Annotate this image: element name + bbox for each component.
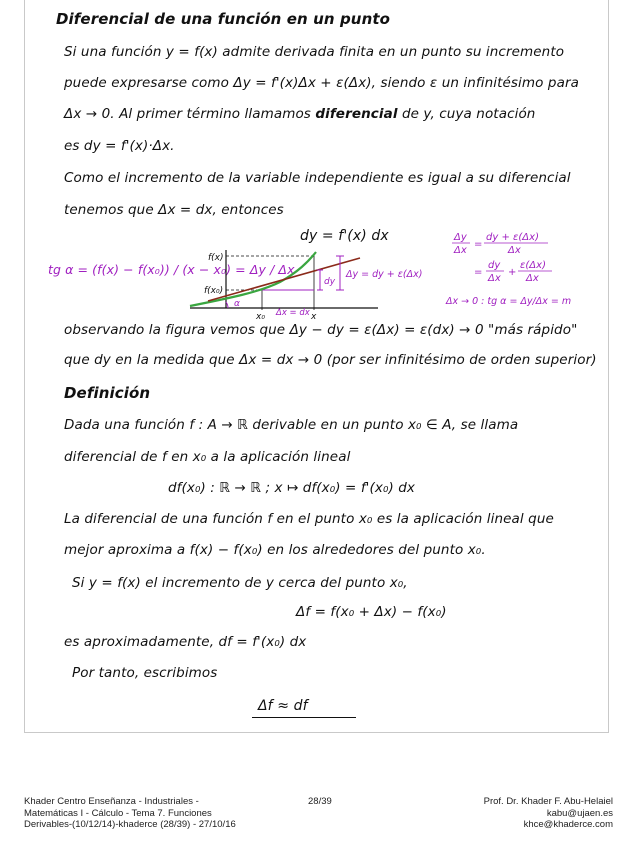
text-line: La diferencial de una función f en el punto x₀ es la aplicación lineal que [64, 511, 554, 527]
frac-den: Δx [526, 273, 539, 284]
text-line: mejor aproxima a f(x) − f(x₀) en los alrededores del punto x₀. [64, 542, 486, 558]
tangent-line [208, 258, 360, 301]
footer-email-link[interactable]: khce@khaderce.com [523, 819, 613, 830]
svg-text:+: + [508, 267, 517, 278]
footer-line: Prof. Dr. Khader F. Abu-Helaiel [483, 796, 613, 807]
footer-email-link[interactable]: kabu@ujaen.es [546, 807, 613, 819]
text-segment: de y, cuya notación [401, 106, 536, 122]
formula-tg-alpha: tg α = (f(x) − f(x₀)) / (x − x₀) = Δy / Δx [48, 262, 295, 277]
frac-den: Δx [454, 245, 467, 256]
text-line: diferencial de f en x₀ a la aplicación lineal [64, 449, 351, 465]
frac-den: Δx [488, 273, 501, 284]
differential-graph [180, 248, 440, 326]
svg-text:=: = [474, 239, 483, 250]
text-line: es aproximadamente, df = f'(x₀) dx [64, 634, 307, 650]
text-segment: Δx → 0. Al primer término llamamos [64, 106, 311, 122]
footer-right [484, 796, 613, 831]
text-line: Como el incremento de la variable independiente es igual a su diferencial [64, 170, 571, 186]
footer-page-number: 28/39 [308, 796, 332, 807]
right-formulas [444, 228, 584, 312]
footer-line: Khader Centro Enseñanza - Industriales - [24, 796, 199, 807]
text-line: Por tanto, escribimos [72, 665, 218, 681]
final-underline [252, 717, 356, 718]
bold-term-diferencial: diferencial [315, 106, 398, 122]
formula-delta-f: Δf = f(x₀ + Δx) − f(x₀) [296, 604, 447, 620]
formula-final: Δf ≈ df [258, 698, 308, 714]
label-alpha: α [234, 299, 240, 309]
frac-num: dy [488, 260, 501, 271]
footer-line: Matemáticas I - Cálculo - Tema 7. Funciones [24, 807, 212, 819]
label-delta-y: Δy = dy + ε(Δx) [346, 269, 423, 280]
footer-left [24, 796, 236, 831]
svg-text:=: = [474, 267, 483, 278]
label-dy: dy [324, 277, 336, 287]
label-fx0: f(x₀) [204, 286, 224, 296]
frac-num: ε(Δx) [520, 260, 546, 271]
frac-num: dy + ε(Δx) [486, 232, 539, 243]
formula-dy: dy = f'(x) dx [300, 228, 389, 244]
text-line: que dy en la medida que Δx = dx → 0 (por ser infinitésimo de orden superior) [64, 352, 597, 368]
label-x: x [311, 312, 317, 322]
text-line: Si y = f(x) el incremento de y cerca del punto x₀, [72, 575, 408, 591]
text-line [64, 106, 535, 122]
label-x0: x₀ [256, 312, 265, 322]
page-title: Diferencial de una función en un punto [56, 10, 391, 28]
text-line: Dada una función f : A → ℝ derivable en un punto x₀ ∈ A, se llama [64, 417, 519, 433]
text-line: tenemos que Δx = dx, entonces [64, 202, 284, 218]
frac-den: Δx [508, 245, 521, 256]
label-dx: Δx = dx [276, 308, 310, 318]
text-line: es dy = f'(x)·Δx. [64, 138, 175, 154]
text-line: observando la figura vemos que Δy − dy = ε(Δx) = ε(dx) → 0 "más rápido" [64, 322, 578, 338]
text-line: puede expresarse como Δy = f'(x)Δx + ε(Δx), siendo ε un infinitésimo para [64, 75, 579, 91]
section-title-definicion: Definición [64, 384, 151, 402]
limit-formula: Δx → 0 : tg α = Δy/Δx = m [446, 296, 572, 307]
formula-def: df(x₀) : ℝ → ℝ ; x ↦ df(x₀) = f'(x₀) dx [168, 480, 415, 496]
frac-num: Δy [454, 232, 467, 243]
label-fx: f(x) [208, 253, 224, 263]
footer-line: Derivables-(10/12/14)-khaderce (28/39) - 27/10/16 [24, 819, 236, 830]
text-line: Si una función y = f(x) admite derivada finita en un punto su incremento [64, 44, 565, 60]
